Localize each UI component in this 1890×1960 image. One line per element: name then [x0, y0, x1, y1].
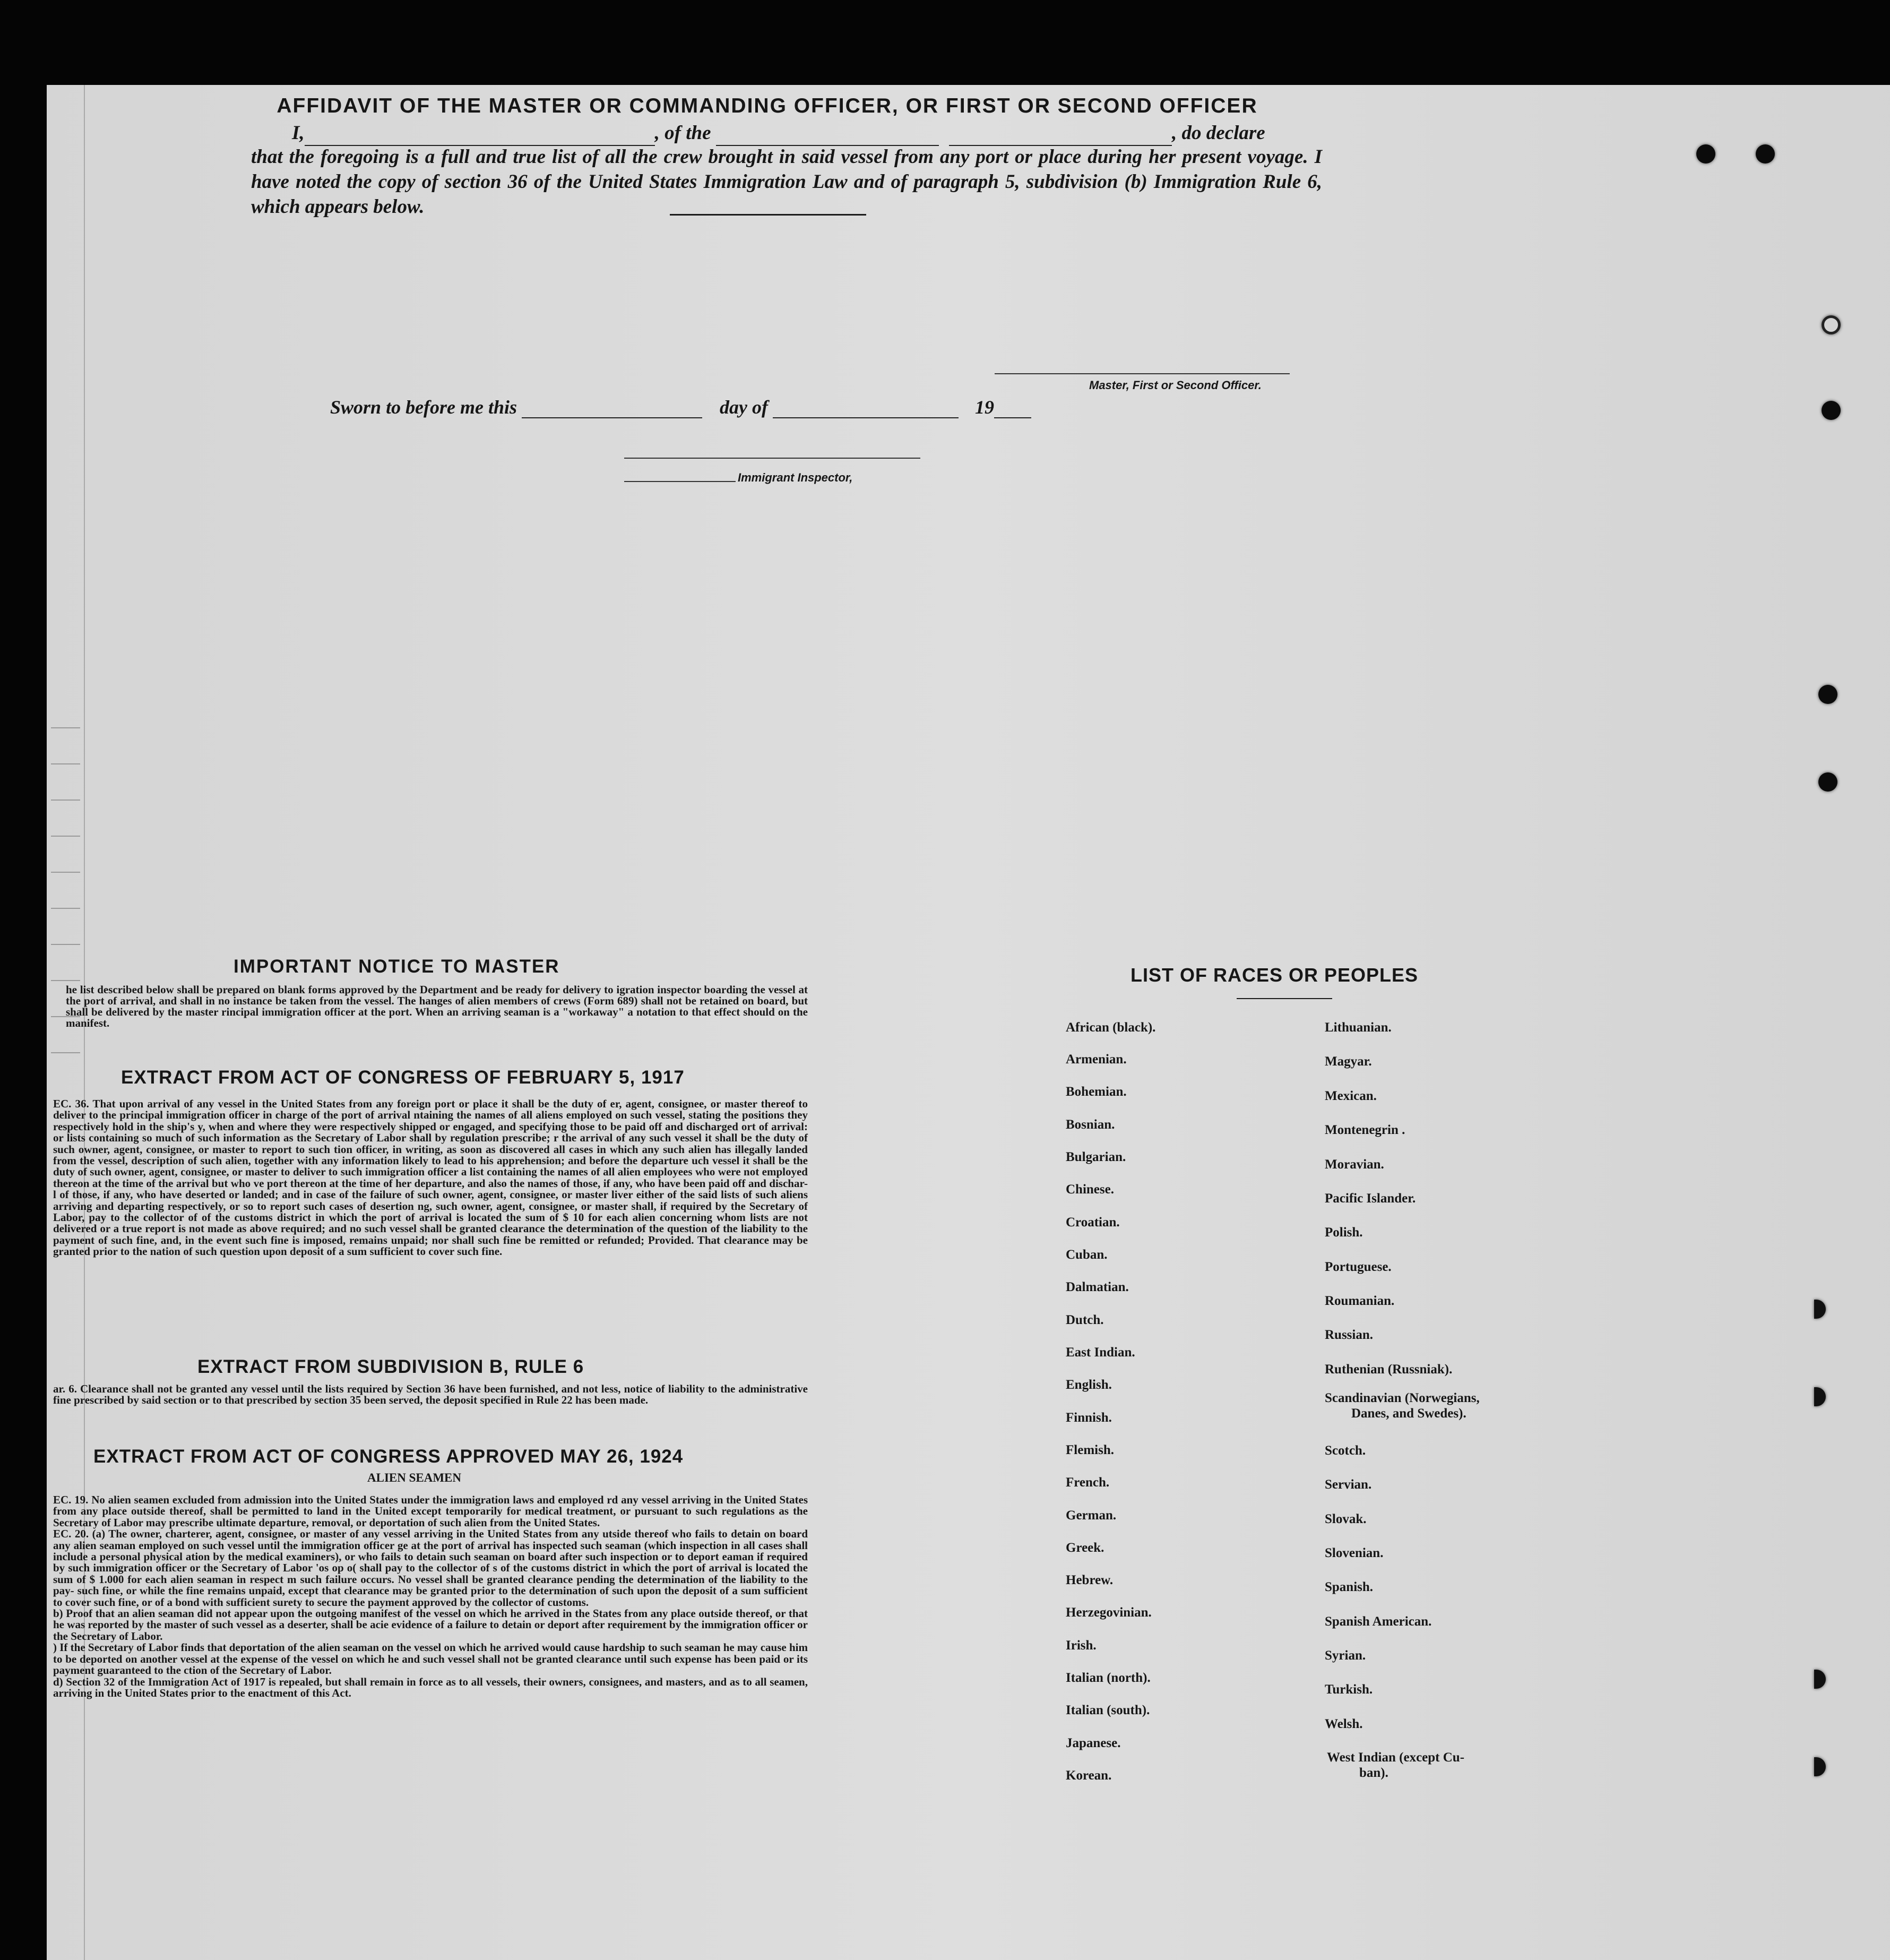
binder-hole-icon [1756, 144, 1775, 164]
race-item: Greek. [1066, 1541, 1104, 1555]
race-item: Flemish. [1066, 1443, 1114, 1457]
declaration-line [244, 120, 1322, 146]
race-item: German. [1066, 1508, 1117, 1523]
race-item: Bulgarian. [1066, 1150, 1126, 1164]
extract-1917-title: EXTRACT FROM ACT OF CONGRESS OF FEBRUARY 5, 1917 [121, 1067, 685, 1088]
race-item: Portuguese. [1325, 1260, 1392, 1274]
race-item: Spanish. [1325, 1580, 1374, 1594]
section-20c-paragraph: ) If the Secretary of Labor finds that deportation of the alien seaman on the vessel on which he arrived would cause hardship to such seaman he may cause him to be deported on another vessel at the expense of the vessel on which he and such vessel shall not be granted clearance until such expense has been paid or its payment guaranteed to the ction of the Secretary of Labor. [53, 1641, 808, 1677]
section-20a-paragraph: EC. 20. (a) The owner, charterer, agent, consignee, or master of any vessel arriving in the United States from any utside thereof who fails to detain on board any alien seaman employed on such vessel until the immigration officer ge at the port of arrival has inspected such seaman (which inspection in all cases shall include a personal physical ation by the medical examiners), or who fails to detain such seaman on board after such inspection or to deport eaman if required by such immigration officer or the Secretary of Labor 'os op o( shall pay to the collector of s of the customs district in which the port of arrival is located the sum of $ 1.000 for each alien seaman in respect m such failure occurs. No vessel shall be granted clearance pending the determination of the liability to the pay- such fine, or while the fine remains unpaid, except that clearance may be granted prior to the determination of such upon the deposit of a sum sufficient to cover such fine, or of a bond with sufficient surety to secure the payment approved by the collector of customs. [53, 1527, 808, 1609]
race-item: Japanese. [1066, 1736, 1121, 1750]
section-20d-paragraph: d) Section 32 of the Immigration Act of 1917 is repealed, but shall remain in force as to all vessels, their owners, consignees, and masters, and as to all seamen, arriving in the United States prior to the enactment of this Act. [53, 1675, 808, 1699]
section-20b-paragraph: b) Proof that an alien seaman did not appear upon the outgoing manifest of the vessel on which he arrived in the States from any place outside thereof, or that he was reported by the master of such vessel as a deserter, shall be acie evidence of a failure to detain or deport after requirement by the immigration officer or the Secretary of Labor. [53, 1607, 808, 1643]
race-item: Armenian. [1066, 1052, 1127, 1067]
binder-hole-icon [1818, 685, 1837, 704]
race-item: Syrian. [1325, 1648, 1366, 1663]
race-item: Pacific Islander. [1325, 1191, 1416, 1206]
race-item: Polish. [1325, 1225, 1363, 1240]
race-item: African (black). [1066, 1020, 1156, 1035]
binder-hole-icon [1696, 144, 1715, 164]
race-item: Finnish. [1066, 1411, 1112, 1425]
sworn-day-label: day of [720, 397, 769, 418]
race-item: Turkish. [1325, 1682, 1373, 1697]
race-item: Hebrew. [1066, 1573, 1114, 1587]
extract-1924-subtitle: ALIEN SEAMEN [367, 1471, 462, 1484]
race-item: Ruthenian (Russniak). [1325, 1362, 1453, 1377]
races-title: LIST OF RACES OR PEOPLES [1130, 964, 1419, 986]
race-item: Croatian. [1066, 1215, 1120, 1230]
race-item: Scandinavian (Norwegians, [1325, 1391, 1480, 1405]
race-item: Cuban. [1066, 1248, 1108, 1262]
race-item: Roumanian. [1325, 1294, 1395, 1308]
race-item: Chinese. [1066, 1182, 1114, 1197]
race-item: East Indian. [1066, 1345, 1135, 1360]
declare-label: , do declare [1172, 122, 1265, 144]
sworn-year-label: 19 [975, 397, 995, 418]
race-item: Lithuanian. [1325, 1020, 1392, 1035]
sworn-year-field[interactable] [994, 401, 1031, 418]
inspector-line-upper[interactable] [624, 458, 920, 459]
race-item: Spanish American. [1325, 1614, 1432, 1629]
extract-1924-title: EXTRACT FROM ACT OF CONGRESS APPROVED MAY 26, 1924 [93, 1446, 684, 1467]
race-item: Irish. [1066, 1638, 1097, 1653]
binder-hole-icon [1822, 401, 1841, 420]
race-item: Russian. [1325, 1328, 1374, 1342]
race-item: Italian (south). [1066, 1703, 1150, 1717]
of-the-label: , of the [654, 122, 711, 144]
race-item: Herzegovinian. [1066, 1605, 1152, 1620]
binder-hole-icon [1822, 315, 1841, 334]
notice-title: IMPORTANT NOTICE TO MASTER [234, 956, 560, 977]
race-item: Dutch. [1066, 1313, 1104, 1327]
races-title-underline [1237, 998, 1332, 999]
race-item: Servian. [1325, 1477, 1372, 1492]
notice-text: he list described below shall be prepared on blank forms approved by the Department and be ready for delivery to igration inspector boarding the vessel at the port of arrival, and shall in no instance be taken from the vessel. The hanges of alien members of crews (Form 689) shall not be retained on board, but shall be delivered by the master rincipal immigration officer at the port. When an arriving seaman is a "workaway" a notation to that effect should on the manifest. [66, 983, 808, 1029]
race-item: Bosnian. [1066, 1117, 1115, 1132]
extract-1924-text [53, 1494, 808, 1699]
race-item: West Indian (except Cu- [1327, 1750, 1465, 1765]
sworn-prefix: Sworn to before me this [330, 397, 517, 418]
signature-line[interactable] [995, 373, 1290, 374]
race-item: Slovenian. [1325, 1546, 1384, 1560]
sworn-day-field[interactable] [522, 401, 702, 418]
extract-rule6-text: ar. 6. Clearance shall not be granted any vessel until the lists required by Section 36 have been furnished, and not less, notice of liability to the administrative fine prescribed by said section or to that prescribed by section 35 been served, the deposit specified in Rule 22 has been made. [53, 1382, 808, 1407]
declarant-prefix: I, [292, 122, 305, 144]
inspector-line-lower[interactable] [624, 481, 736, 482]
declaration-text: that the foregoing is a full and true list of all the crew brought in said vessel from any port or place during her present voyage. I have noted the copy of section 36 of the United States Immigration Law and of paragraph 5, subdivision (b) Immigration Rule 6, which appears below. [251, 146, 1322, 218]
race-item: Moravian. [1325, 1157, 1384, 1172]
extract-1917-text: EC. 36. That upon arrival of any vessel in the United States from any foreign port or place it shall be the duty of er, agent, consignee, or master thereof to deliver to the principal immigration officer in charge of the port of arrival ntaining the names of all aliens employed on such vessel, stating the positions they respectively hold in the ship's y, when and where they were respectively shipped or engaged, and specifying those to be paid off and discharged ort of arrival: or lists containing so much of such information as the Secretary of Labor shall by regulation prescribe; r the arrival of any such vessel it shall be the duty of such owner, agent, consignee, or master to report to such tion officer, in writing, as soon as discovered all cases in which any such alien has illegally landed from the vessel, description of such alien, together with any information likely to lead to his apprehension; and before the departure uch vessel it shall be the duty of such owner, agent, consignee, or master to deliver to such immigration officer a list containing the names of all alien employees who were not employed thereon at the time of the arrival but who ve port thereon at the time of her departure, and also the names of those, if any, who have been paid off and dischar- l of those, if any, who have deserted or landed; and in case of the failure of such owner, agent, consignee, or master liver either of the said lists of such aliens arriving and departing respectively, or so to report such cases of desertion ng, such owner, agent, consignee, or master shall, if required by the Secretary of Labor, pay to the collector of of the customs district in which the port of arrival is located the sum of $ 10 for each alien concerning whom lists are not delivered or a true report is not made as above required; and no such vessel shall be granted clearance the determination of the question of the liability to the payment of such fine, and, in the event such fine is imposed, remains unpaid; nor shall such fine be remitted or refunded; Provided. That clearance may be granted prior to the nation of such question upon deposit of a sum sufficient to cover such fine. [53, 1097, 808, 1258]
race-item: Korean. [1066, 1768, 1112, 1783]
extract-rule6-title: EXTRACT FROM SUBDIVISION B, RULE 6 [197, 1356, 584, 1377]
race-item: Dalmatian. [1066, 1280, 1129, 1294]
race-item: Italian (north). [1066, 1671, 1151, 1685]
signature-label: Master, First or Second Officer. [1089, 379, 1262, 392]
race-item: Bohemian. [1066, 1085, 1127, 1099]
race-item: Slovak. [1325, 1512, 1367, 1526]
race-item: English. [1066, 1378, 1112, 1392]
affidavit-title: AFFIDAVIT OF THE MASTER OR COMMANDING OFFICER, OR FIRST OR SECOND OFFICER [277, 94, 1258, 117]
sworn-month-field[interactable] [773, 401, 959, 418]
race-item: ban). [1359, 1766, 1388, 1780]
vessel-name-field[interactable] [716, 126, 939, 146]
race-item: Welsh. [1325, 1717, 1363, 1731]
section-19-paragraph: EC. 19. No alien seamen excluded from admission into the United States under the immigration laws and employed rd any vessel arriving in the United States from any place outside thereof, shall be permitted to land in the United except temporarily for medical treatment, or pursuant to such regulations as the Secretary of Labor may prescribe ultimate departure, removal, or deportation of such alien from the United States. [53, 1493, 808, 1529]
vessel-type-field[interactable] [949, 126, 1172, 146]
race-item: Magyar. [1325, 1054, 1372, 1069]
sworn-line [330, 396, 1031, 418]
race-item: Mexican. [1325, 1089, 1377, 1103]
binder-hole-icon [1818, 772, 1837, 792]
race-item: Danes, and Swedes). [1351, 1406, 1466, 1421]
race-item: Scotch. [1325, 1443, 1366, 1458]
race-item: Montenegrin . [1325, 1123, 1405, 1137]
declarant-name-field[interactable] [305, 126, 655, 146]
race-item: French. [1066, 1475, 1110, 1490]
inspector-label: Immigrant Inspector, [738, 471, 853, 484]
